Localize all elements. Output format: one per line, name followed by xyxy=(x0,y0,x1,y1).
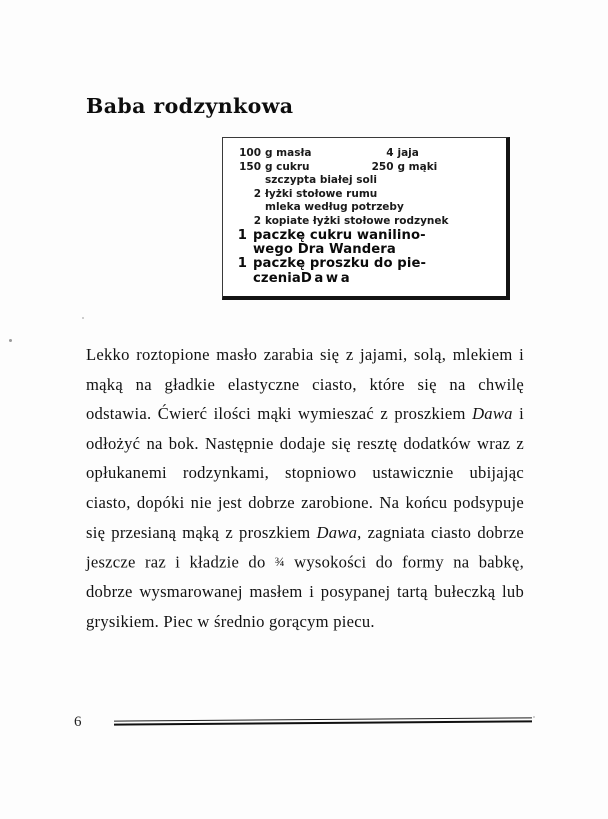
page-title: Baba rodzynkowa xyxy=(86,93,294,118)
ingredient-quantity: 100 xyxy=(239,147,261,159)
ingredient-row xyxy=(231,147,496,161)
instructions-part-3: , zagniata ciasto dobrze jeszcze raz i kładzie do xyxy=(86,522,524,572)
ingredient-row xyxy=(231,201,496,215)
ingredient-row-emphasis xyxy=(231,257,496,271)
ingredient-name-continued: wego Dra Wandera xyxy=(253,241,396,257)
ingredient-row xyxy=(231,188,496,202)
ingredient-name: g cukru xyxy=(265,160,310,173)
instructions-part-4: wysokości do formy na babkę, dobrze wysmarowanej masłem i posypanej tartą bułeczką lub grysikiem. Piec w średnio gorącym piecu. xyxy=(86,552,524,631)
ingredient-row xyxy=(231,215,496,229)
recipe-instructions xyxy=(86,340,524,636)
ingredients-box xyxy=(222,137,510,300)
fraction-three-quarters: ¾ xyxy=(274,554,285,570)
instructions-part-1: Lekko roztopione masło zarabia się z jajami, solą, mlekiem i mąką na gładkie elastyczne ciasto, które się na chwilę odstawia. Ćwierć ilości mąki wymieszać z proszkiem xyxy=(86,345,524,424)
ingredient-row-emphasis xyxy=(231,229,496,243)
ingredient-name: kopiate łyżki stołowe rodzynek xyxy=(265,214,449,227)
instructions-part-2: i odłożyć na bok. Następnie dodaje się resztę dodatków wraz z opłukanemi rodzynkami, stopniowo ustawicznie ubijając ciasto, dopóki nie jest dobrze zarobione. Na końcu podsypuje się przesianą mąką z proszkiem xyxy=(86,404,524,542)
brand-name-dawa: Dawa xyxy=(316,522,358,542)
ingredient-quantity: 250 xyxy=(371,160,394,173)
ingredient-quantity: 2 xyxy=(253,187,261,200)
ingredient-name: łyżki stołowe rumu xyxy=(265,187,378,200)
ingredient-quantity: 150 xyxy=(239,160,261,173)
footer-rule xyxy=(114,717,532,725)
ingredient-quantity: 4 xyxy=(386,147,394,159)
ingredient-name-continued: czenia xyxy=(253,270,301,286)
page-number: 6 xyxy=(74,714,82,730)
ingredient-name: szczypta białej soli xyxy=(265,174,377,187)
ingredient-row-emphasis-cont xyxy=(231,272,496,286)
ingredient-row xyxy=(231,174,496,188)
ingredient-name: mleka według potrzeby xyxy=(265,201,404,214)
ingredient-col-left xyxy=(231,147,364,161)
ingredient-name: g mąki xyxy=(397,160,438,173)
ingredient-quantity: 1 xyxy=(237,256,247,272)
ingredient-row xyxy=(231,161,496,175)
scan-speck xyxy=(9,339,12,342)
ingredient-name: jaja xyxy=(397,147,419,159)
page-footer xyxy=(74,710,534,740)
ingredient-name: paczkę proszku do pie- xyxy=(253,256,427,272)
scan-speck xyxy=(82,317,84,319)
ingredient-quantity: 2 xyxy=(253,214,261,227)
ingredient-col-left xyxy=(231,161,364,175)
ingredient-name: g masła xyxy=(265,147,312,159)
brand-name-dawa: Dawa xyxy=(472,404,513,424)
brand-name-dawa: Dawa xyxy=(300,270,353,286)
ingredient-quantity: 1 xyxy=(237,227,247,243)
scan-speck xyxy=(533,716,535,718)
ingredient-col-right xyxy=(364,161,497,175)
ingredient-name: paczkę cukru wanilino- xyxy=(253,227,426,243)
ingredient-row-emphasis-cont xyxy=(231,243,496,257)
ingredient-col-right xyxy=(364,147,497,161)
